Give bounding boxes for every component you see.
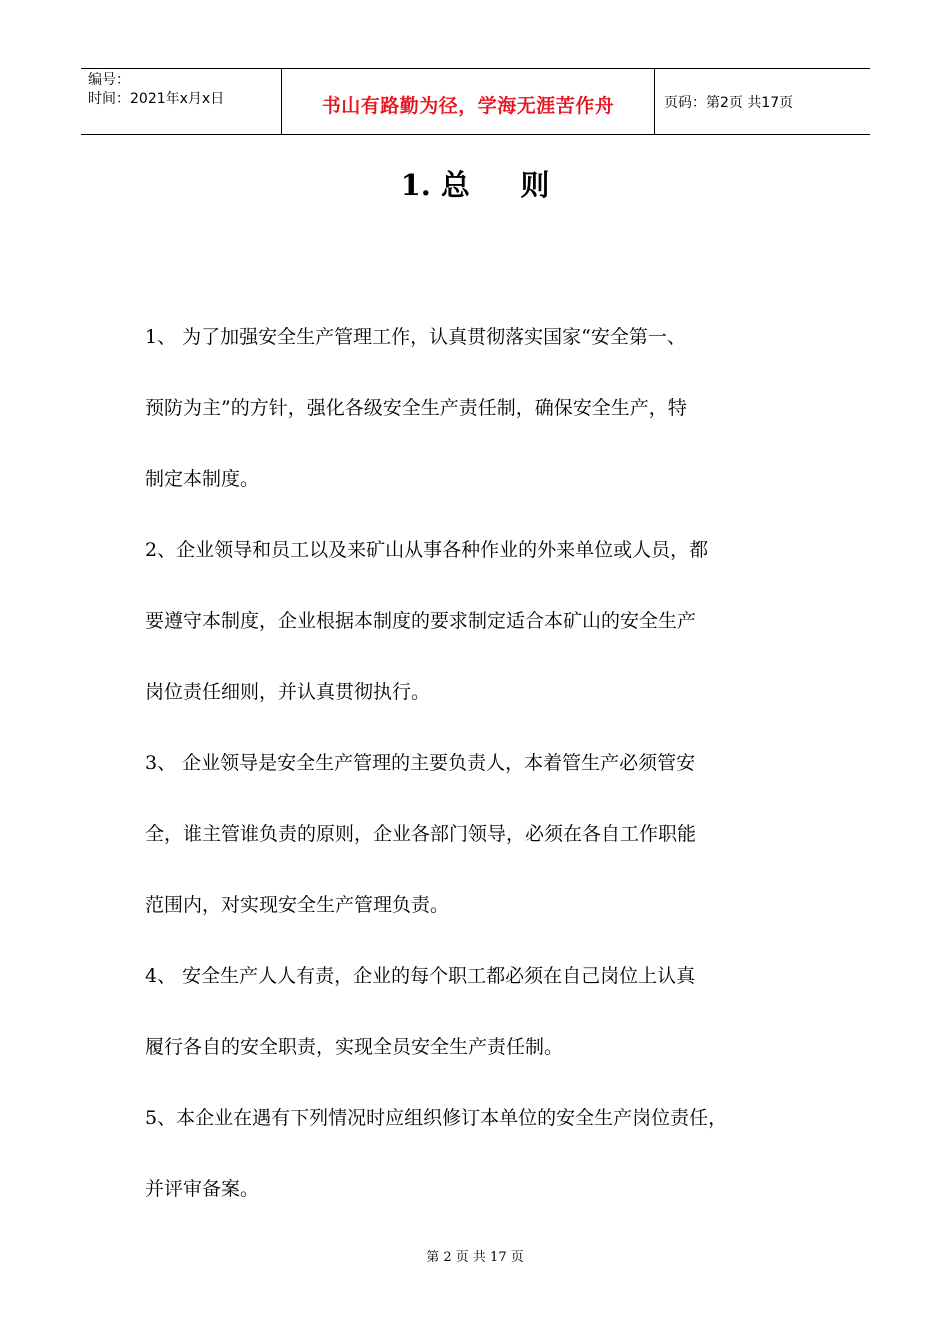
paragraph-line: 岗位责任细则，并认真贯彻执行。 xyxy=(145,681,431,703)
paragraph-line: 4、 安全生产人人有责，企业的每个职工都必须在自己岗位上认真 xyxy=(145,965,696,987)
section-title: 1. 总 则 xyxy=(400,168,550,202)
document-header xyxy=(81,68,870,135)
header-page-cell xyxy=(655,69,870,134)
paragraph-line: 2、企业领导和员工以及来矿山从事各种作业的外来单位或人员，都 xyxy=(145,539,709,561)
paragraph-line: 并评审备案。 xyxy=(145,1178,260,1200)
header-motto-cell xyxy=(282,69,655,134)
paragraph-line: 5、本企业在遇有下列情况时应组织修订本单位的安全生产岗位责任， xyxy=(145,1107,728,1129)
paragraph-line: 3、 企业领导是安全生产管理的主要负责人，本着管生产必须管安 xyxy=(145,752,696,774)
paragraph-line: 全，谁主管谁负责的原则，企业各部门领导，必须在各自工作职能 xyxy=(145,823,697,845)
header-number-label: 编号： xyxy=(88,72,130,88)
paragraph-line: 履行各自的安全职责，实现全员安全生产责任制。 xyxy=(145,1036,564,1058)
page-footer: 第 2 页 共 17 页 xyxy=(426,1250,524,1265)
header-time-label: 时间：2021年x月x日 xyxy=(88,91,225,107)
paragraph xyxy=(145,515,810,728)
paragraph xyxy=(145,1083,810,1225)
paragraph-line: 要遵守本制度，企业根据本制度的要求制定适合本矿山的安全生产 xyxy=(145,610,697,632)
paragraph-line: 预防为主”的方针，强化各级安全生产责任制，确保安全生产，特 xyxy=(145,397,687,419)
paragraph-line: 1、 为了加强安全生产管理工作，认真贯彻落实国家“安全第一、 xyxy=(145,326,686,348)
paragraph-line: 范围内，对实现安全生产管理负责。 xyxy=(145,894,450,916)
paragraph xyxy=(145,728,810,941)
paragraph xyxy=(145,941,810,1083)
document-body xyxy=(145,302,810,1225)
header-meta-cell xyxy=(81,69,282,134)
header-page-info: 页码：第2页 共17页 xyxy=(664,94,794,111)
header-motto: 书山有路勤为径，学海无涯苦作舟 xyxy=(321,95,615,117)
paragraph-line: 制定本制度。 xyxy=(145,468,260,490)
paragraph xyxy=(145,302,810,515)
